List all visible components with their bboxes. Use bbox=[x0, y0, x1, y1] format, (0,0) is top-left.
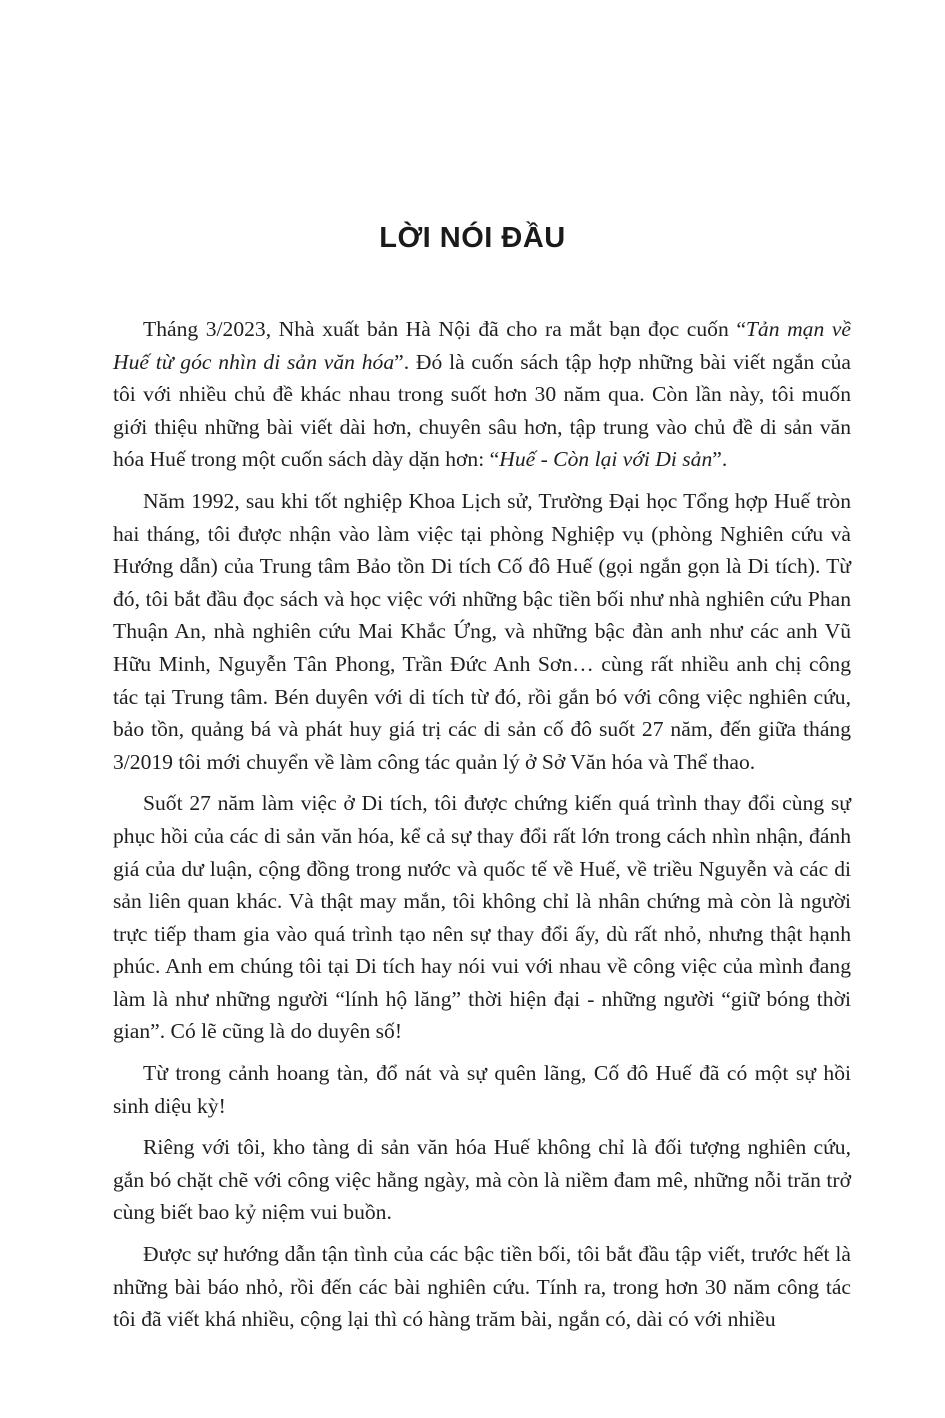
paragraph-3: Suốt 27 năm làm việc ở Di tích, tôi được chứng kiến quá trình thay đổi cùng sự phục hồi của các di sản văn hóa, kể cả sự thay đổi rất lớn trong cách nhìn nhận, đánh giá của dư luận, cộng đồng trong nước và quốc tế về Huế, về triều Nguyễn và các di sản liên quan khác. Và thật may mắn, tôi không chỉ là nhân chứng mà còn là người trực tiếp tham gia vào quá trình tạo nên sự thay đổi ấy, dù rất nhỏ, nhưng thật hạnh phúc. Anh em chúng tôi tại Di tích hay nói vui với nhau về công việc của mình đang làm là như những người “lính hộ lăng” thời hiện đại - những người “giữ bóng thời gian”. Có lẽ cũng là do duyên số! bbox=[113, 791, 851, 1044]
paragraph-5: Riêng với tôi, kho tàng di sản văn hóa Huế không chỉ là đối tượng nghiên cứu, gắn bó chặt chẽ với công việc hằng ngày, mà còn là niềm đam mê, những nỗi trăn trở cùng biết bao kỷ niệm vui buồn. bbox=[113, 1135, 851, 1225]
paragraph-1-text-a: Tháng 3/2023, Nhà xuất bản Hà Nội đã cho ra mắt bạn đọc cuốn “ bbox=[143, 317, 746, 341]
paragraph-1 bbox=[113, 313, 851, 476]
book-title-current: Huế - Còn lại với Di sản bbox=[499, 447, 713, 472]
body-text bbox=[113, 313, 851, 1336]
book-title-previous: Tản mạn về Huế từ góc nhìn di sản văn hóa bbox=[113, 317, 852, 374]
paragraph-2: Năm 1992, sau khi tốt nghiệp Khoa Lịch sử, Trường Đại học Tổng hợp Huế tròn hai tháng, tôi được nhận vào làm việc tại phòng Nghiệp vụ (phòng Nghiên cứu và Hướng dẫn) của Trung tâm Bảo tồn Di tích Cố đô Huế (gọi ngắn gọn là Di tích). Từ đó, tôi bắt đầu đọc sách và học việc với những bậc tiền bối như nhà nghiên cứu Phan Thuận An, nhà nghiên cứu Mai Khắc Ứng, và những bậc đàn anh như các anh Vũ Hữu Minh, Nguyễn Tân Phong, Trần Đức Anh Sơn… cùng rất nhiều anh chị công tác tại Trung tâm. Bén duyên với di tích từ đó, rồi gắn bó với công việc nghiên cứu, bảo tồn, quảng bá và phát huy giá trị các di sản cố đô suốt 27 năm, đến giữa tháng 3/2019 tôi mới chuyển về làm công tác quản lý ở Sở Văn hóa và Thể thao. bbox=[113, 488, 851, 774]
paragraph-6: Được sự hướng dẫn tận tình của các bậc tiền bối, tôi bắt đầu tập viết, trước hết là những bài báo nhỏ, rồi đến các bài nghiên cứu. Tính ra, trong hơn 30 năm công tác tôi đã viết khá nhiều, cộng lại thì có hàng trăm bài, ngắn có, dài có với nhiều bbox=[113, 1242, 851, 1332]
page-title: LỜI NÓI ĐẦU bbox=[379, 222, 566, 254]
paragraph-1-text-c: ”. Đó là cuốn sách tập hợp những bài viết ngắn của tôi với nhiều chủ đề khác nhau trong suốt hơn 30 năm qua. Còn lần này, tôi muốn giới thiệu những bài viết dài hơn, chuyên sâu hơn, tập trung vào chủ đề di sản văn hóa Huế trong một cuốn sách dày dặn hơn: “ bbox=[113, 349, 851, 472]
paragraph-4: Từ trong cảnh hoang tàn, đổ nát và sự quên lãng, Cố đô Huế đã có một sự hồi sinh diệu kỳ! bbox=[113, 1061, 851, 1118]
paragraph-1-text-e: ”. bbox=[712, 447, 728, 472]
